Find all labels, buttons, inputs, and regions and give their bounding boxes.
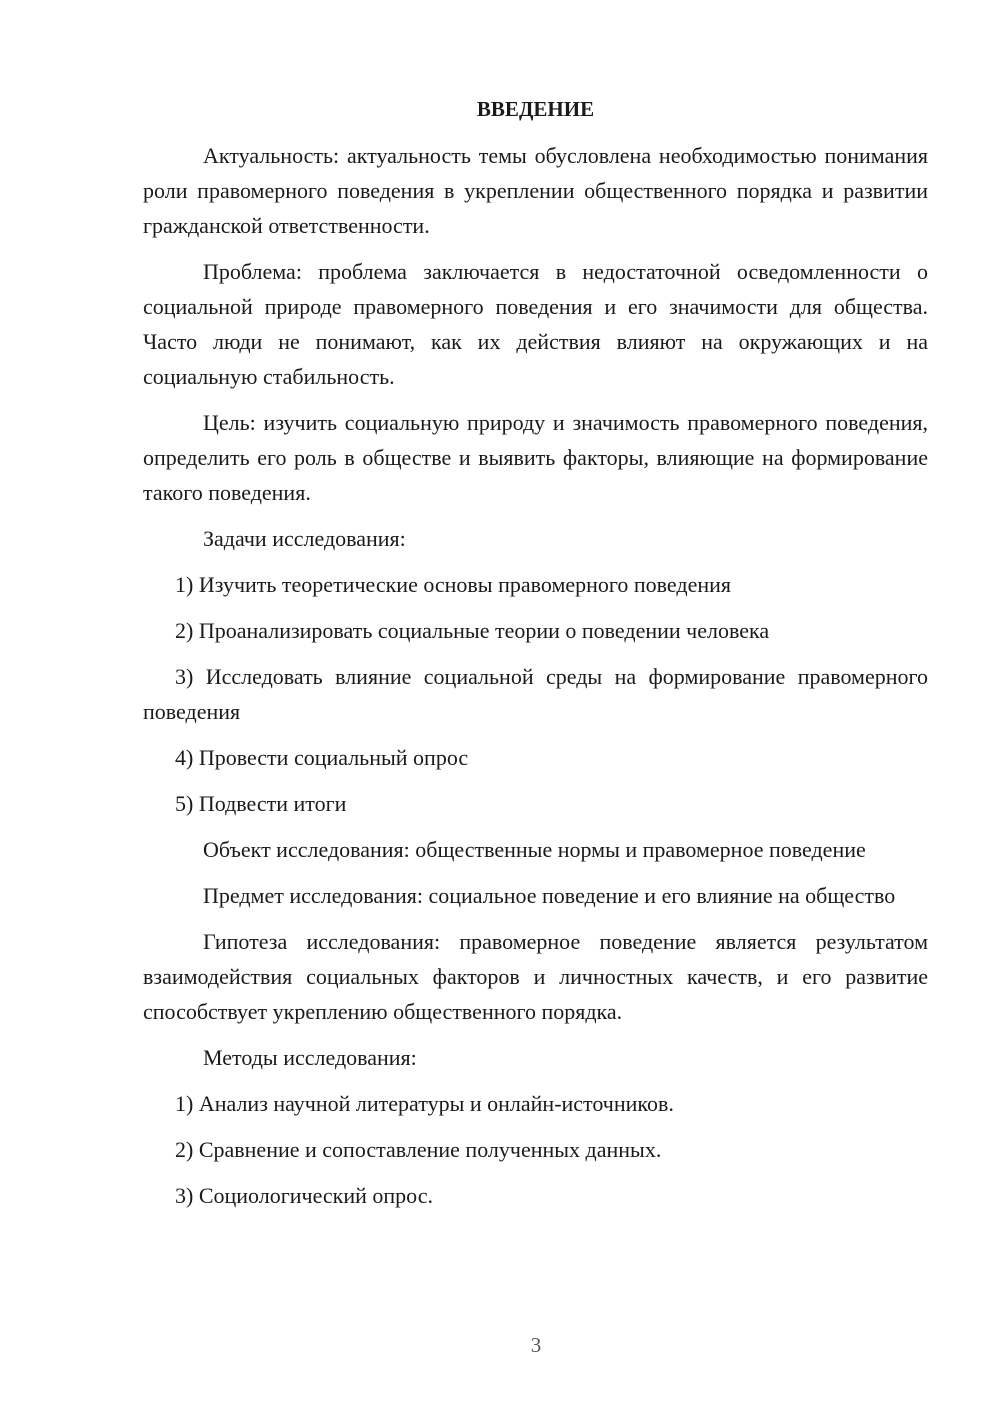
methods-heading: Методы исследования: — [203, 1045, 417, 1070]
method-item-2: 2) Сравнение и сопоставление полученных данных. — [175, 1137, 662, 1162]
object-paragraph: Объект исследования: общественные нормы и правомерное поведение — [203, 837, 866, 862]
task-item-4: 4) Провести социальный опрос — [175, 745, 469, 770]
relevance-paragraph: Актуальность: актуальность темы обусловлена необходимостью понимания роли правомерного поведения в укреплении общественного порядка и развитии гражданской ответственности. — [143, 143, 928, 238]
subject-paragraph: Предмет исследования: социальное поведение и его влияние на общество — [203, 883, 896, 908]
document-body — [143, 92, 928, 1224]
page-number: 3 — [530, 1333, 542, 1357]
task-item-3: 3) Исследовать влияние социальной среды на формирование правомерного поведения — [143, 664, 928, 724]
task-item-1: 1) Изучить теоретические основы правомерного поведения — [175, 572, 732, 597]
task-item-2: 2) Проанализировать социальные теории о поведении человека — [175, 618, 770, 643]
method-item-3: 3) Социологический опрос. — [175, 1183, 433, 1208]
goal-paragraph: Цель: изучить социальную природу и значимость правомерного поведения, определить его роль в обществе и выявить факторы, влияющие на формирование такого поведения. — [143, 410, 928, 505]
task-item-5: 5) Подвести итоги — [175, 791, 347, 816]
page-title: ВВЕДЕНИЕ — [476, 97, 595, 121]
tasks-heading: Задачи исследования: — [203, 526, 406, 551]
hypothesis-paragraph: Гипотеза исследования: правомерное поведение является результатом взаимодействия социальных факторов и личностных качеств, и его развитие способствует укреплению общественного порядка. — [143, 929, 928, 1024]
method-item-1: 1) Анализ научной литературы и онлайн-источников. — [175, 1091, 674, 1116]
problem-paragraph: Проблема: проблема заключается в недостаточной осведомленности о социальной природе правомерного поведения и его значимости для общества. Часто люди не понимают, как их действия влияют на окружающих и на социальную стабильность. — [143, 259, 928, 389]
